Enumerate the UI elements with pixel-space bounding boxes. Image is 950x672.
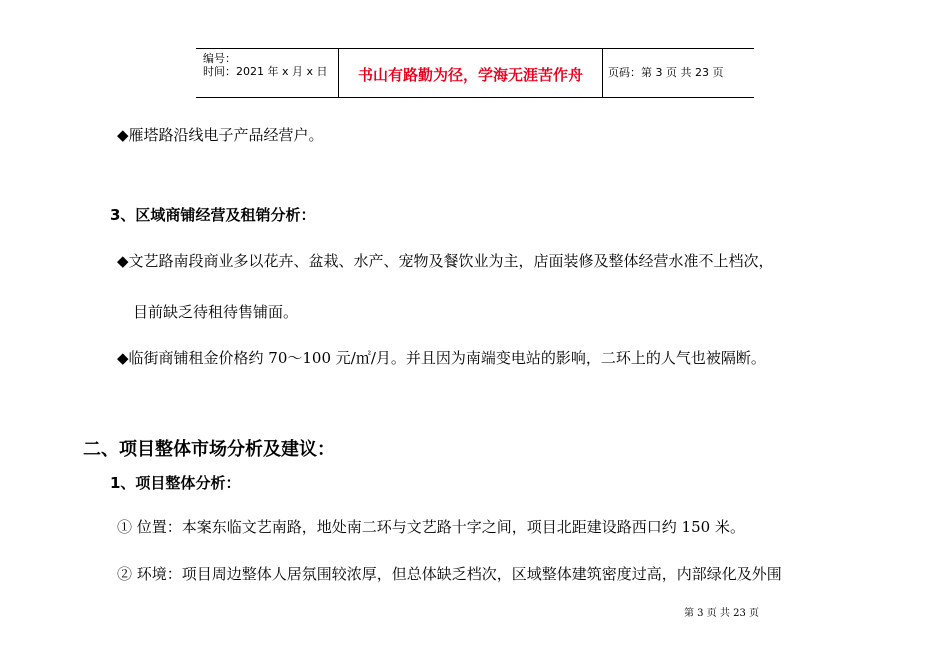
header-motto: 书山有路勤为径，学海无涯苦作舟: [357, 66, 583, 84]
bullet-commerce-line1: ◆文艺路南段商业多以花卉、盆栽、水产、宠物及餐饮业为主，店面装修及整体经营水准不上档次，: [117, 252, 774, 270]
item-location: ① 位置：本案东临文艺南路，地处南二环与文艺路十字之间，项目北距建设路西口约 150 米。: [117, 518, 745, 536]
bullet-rent-price: ◆临街商铺租金价格约 70～100 元/㎡/月。并且因为南端变电站的影响，二环上的人气也被隔断。: [117, 349, 766, 367]
header-page-label: 页码：第 3 页 共 23 页: [608, 66, 724, 79]
header-left-cell: [196, 49, 339, 97]
header-motto-cell: [339, 49, 603, 97]
bullet-commerce-line2: 目前缺乏待租待售铺面。: [133, 303, 299, 321]
number-label: 编号：: [203, 52, 236, 65]
heading-shop-analysis: 3、区域商铺经营及租销分析：: [110, 206, 316, 224]
date-label: 时间：2021 年 x 月 x 日: [203, 65, 328, 78]
page-footer: 第 3 页 共 23 页: [684, 608, 759, 619]
bullet-electronics: ◆雁塔路沿线电子产品经营户。: [117, 126, 324, 144]
item-environment: ② 环境：项目周边整体人居氛围较浓厚，但总体缺乏档次，区域整体建筑密度过高，内部绿化及外围: [117, 565, 782, 583]
header-right-cell: [603, 49, 754, 97]
section-title-market-analysis: 二、项目整体市场分析及建议：: [83, 439, 335, 460]
heading-overall-analysis: 1、项目整体分析：: [110, 474, 241, 492]
page-header: [196, 48, 754, 98]
